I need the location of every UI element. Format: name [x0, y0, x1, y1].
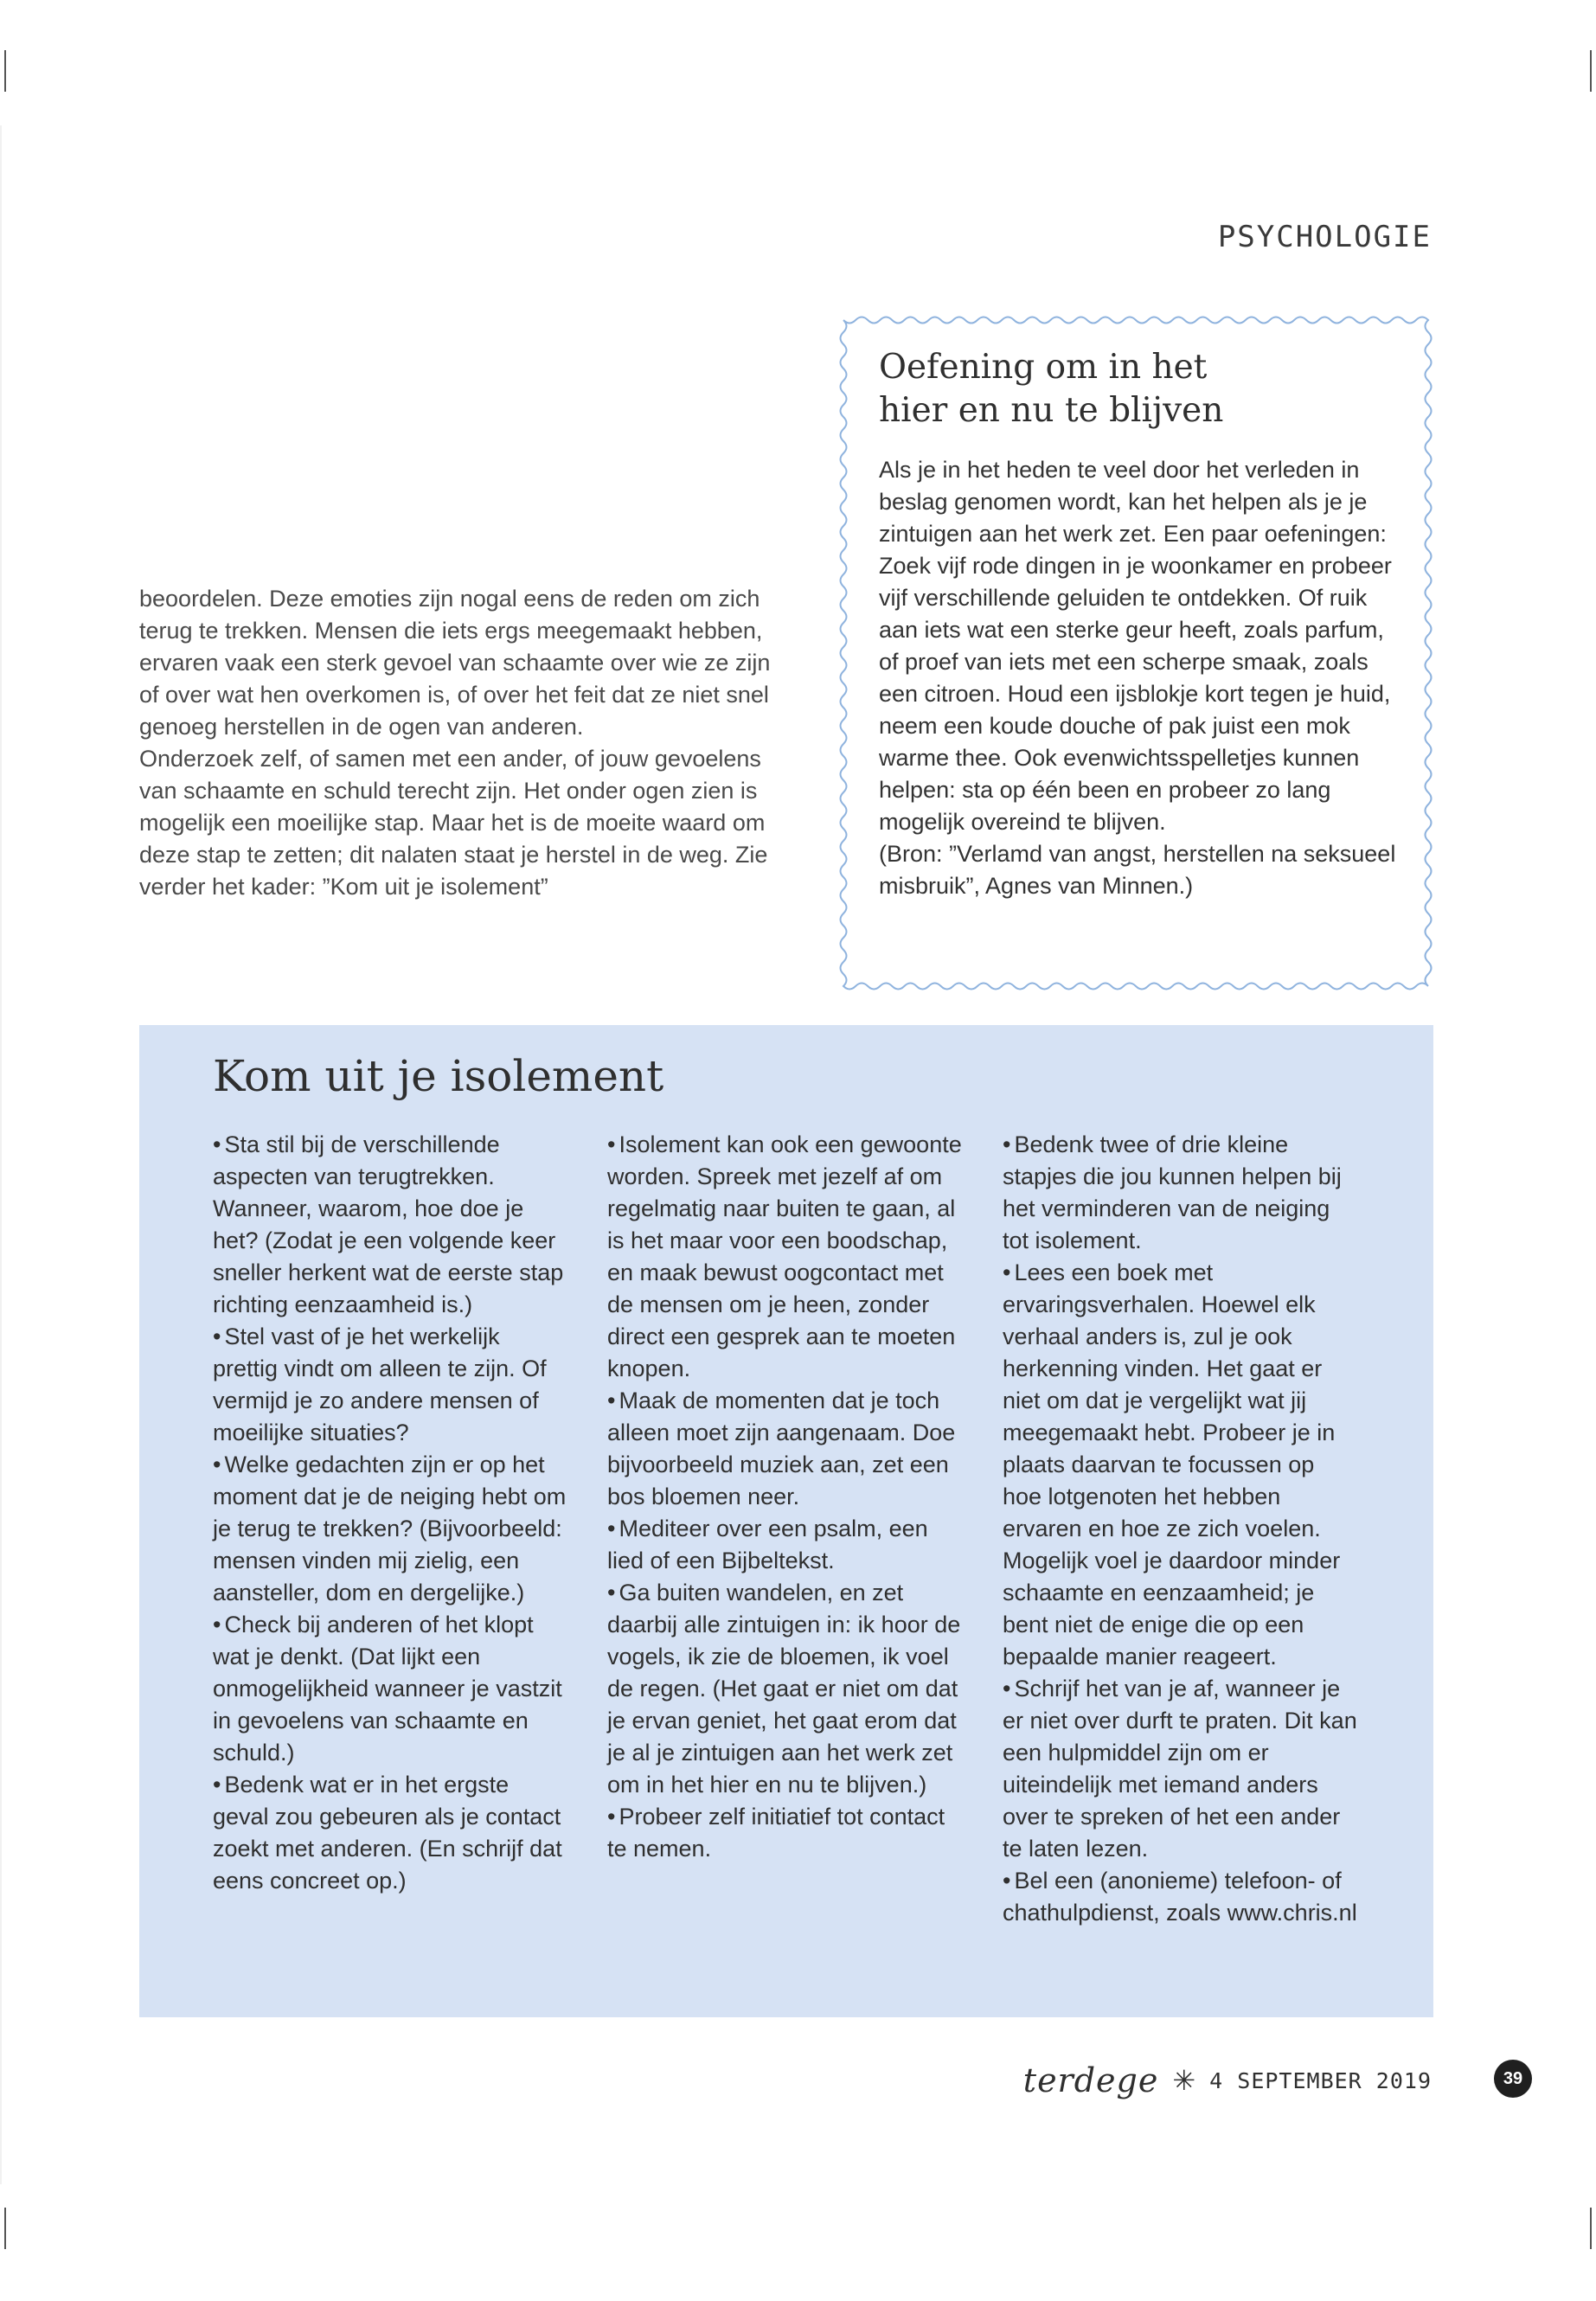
list-item: • Probeer zelf initiatief tot contact te nemen. — [607, 1801, 962, 1865]
crop-mark — [4, 2208, 6, 2249]
isolation-column-2 — [607, 1129, 962, 1865]
page-edge — [0, 125, 2, 2184]
isolation-box — [139, 1025, 1433, 2017]
magazine-logo: terdege — [1022, 2061, 1159, 2099]
page-footer — [1023, 2061, 1432, 2099]
list-item: • Schrijf het van je af, wanneer je er niet over durft te praten. Dit kan een hulpmiddel zijn om er uiteindelijk met iemand anders over te spreken of het een ander te laten lezen. — [1003, 1673, 1357, 1865]
page-number-badge: 39 — [1494, 2060, 1532, 2098]
exercise-title-line: hier en nu te blijven — [879, 391, 1224, 430]
list-item: • Maak de momenten dat je toch alleen moet zijn aangenaam. Doe bijvoorbeeld muziek aan, zet een bos bloemen neer. — [607, 1385, 962, 1513]
isolation-column-1 — [213, 1129, 567, 1897]
list-item: • Ga buiten wandelen, en zet daarbij alle zintuigen in: ik hoor de vogels, ik zie de bloemen, ik voel de regen. (Het gaat er niet om dat je ervan geniet, het gaat erom dat je al je zintuigen aan het werk zet om in het hier en nu te blijven.) — [607, 1577, 962, 1801]
list-item: • Sta stil bij de verschillende aspecten van terugtrekken. Wanneer, waarom, hoe doe je het? (Zodat je een volgende keer sneller herkent wat de eerste stap richting eenzaamheid is.) — [213, 1129, 567, 1321]
article-paragraph: beoordelen. Deze emoties zijn nogal eens de reden om zich terug te trekken. Mensen die iets ergs meegemaakt hebben, ervaren vaak een sterk gevoel van schaamte over wie ze zijn of over wat hen overkomen is, of over het feit dat ze niet snel genoeg herstellen in de ogen van anderen. — [139, 586, 771, 740]
list-item: • Mediteer over een psalm, een lied of een Bijbeltekst. — [607, 1513, 962, 1577]
crop-mark — [1590, 2208, 1592, 2249]
article-paragraph: Onderzoek zelf, of samen met een ander, of jouw gevoelens van schaamte en schuld terecht zijn. Het onder ogen zien is mogelijk een moeilijke stap. Maar het is de moeite waard om deze stap te zetten; dit nalaten staat je herstel in de weg. Zie verder het kader: ”Kom uit je isolement” — [139, 746, 768, 900]
exercise-box — [839, 316, 1433, 990]
exercise-source: (Bron: ”Verlamd van angst, herstellen na seksueel misbruik”, Agnes van Minnen.) — [879, 841, 1396, 899]
list-item: • Bel een (anonieme) telefoon- of chathulpdienst, zoals www.chris.nl — [1003, 1865, 1357, 1929]
list-item: • Bedenk twee of drie kleine stapjes die jou kunnen helpen bij het verminderen van de neiging tot isolement. — [1003, 1129, 1357, 1257]
article-body — [139, 583, 771, 903]
exercise-intro: Als je in het heden te veel door het verleden in beslag genomen wordt, kan het helpen als je je zintuigen aan het werk zet. Een paar oefeningen: — [879, 457, 1387, 547]
list-item: • Welke gedachten zijn er op het moment dat je de neiging hebt om je terug te trekken? (Bijvoorbeeld: mensen vinden mij zielig, een aansteller, dom en dergelijke.) — [213, 1449, 567, 1609]
section-label: PSYCHOLOGIE — [1217, 220, 1432, 254]
list-item: • Stel vast of je het werkelijk prettig vindt om alleen te zijn. Of vermijd je zo andere mensen of moeilijke situaties? — [213, 1321, 567, 1449]
list-item: • Check bij anderen of het klopt wat je denkt. (Dat lijkt een onmogelijkheid wanneer je vastzit in gevoelens van schaamte en schuld.) — [213, 1609, 567, 1769]
star-separator-icon: ✳ — [1172, 2064, 1196, 2097]
list-item: • Lees een boek met ervaringsverhalen. Hoewel elk verhaal anders is, zul je ook herkenning vinden. Het gaat er niet om dat je vergelijkt wat jij meegemaakt hebt. Probeer je in plaats daarvan te focussen op hoe lotgenoten het hebben ervaren en hoe ze zich voelen. Mogelijk voel je daardoor minder schaamte en eenzaamheid; je bent niet de enige die op een bepaalde manier reageert. — [1003, 1257, 1357, 1673]
isolation-title: Kom uit je isolement — [213, 1051, 664, 1101]
isolation-column-3 — [1003, 1129, 1357, 1929]
list-item: • Bedenk wat er in het ergste geval zou gebeuren als je contact zoekt met anderen. (En schrijf dat eens concreet op.) — [213, 1769, 567, 1897]
crop-mark — [1590, 50, 1592, 92]
list-item: • Isolement kan ook een gewoonte worden. Spreek met jezelf af om regelmatig naar buiten te gaan, al is het maar voor een boodschap, en maak bewust oogcontact met de mensen om je heen, zonder direct een gesprek aan te moeten knopen. — [607, 1129, 962, 1385]
exercise-title — [879, 346, 1398, 433]
exercise-text — [879, 454, 1398, 902]
crop-mark — [4, 50, 6, 92]
issue-date: 4 SEPTEMBER 2019 — [1209, 2067, 1432, 2093]
exercise-title-line: Oefening om in het — [879, 348, 1208, 387]
exercise-body: Zoek vijf rode dingen in je woonkamer en probeer vijf verschillende geluiden te ontdekken. Of ruik aan iets wat een sterke geur heeft, zoals parfum, of proef van iets met een scherpe smaak, zoals een citroen. Houd een ijsblokje kort tegen je huid, neem een koude douche of pak juist een mok warme thee. Ook evenwichtsspelletjes kunnen helpen: sta op één been en probeer zo lang mogelijk overeind te blijven. — [879, 553, 1392, 835]
